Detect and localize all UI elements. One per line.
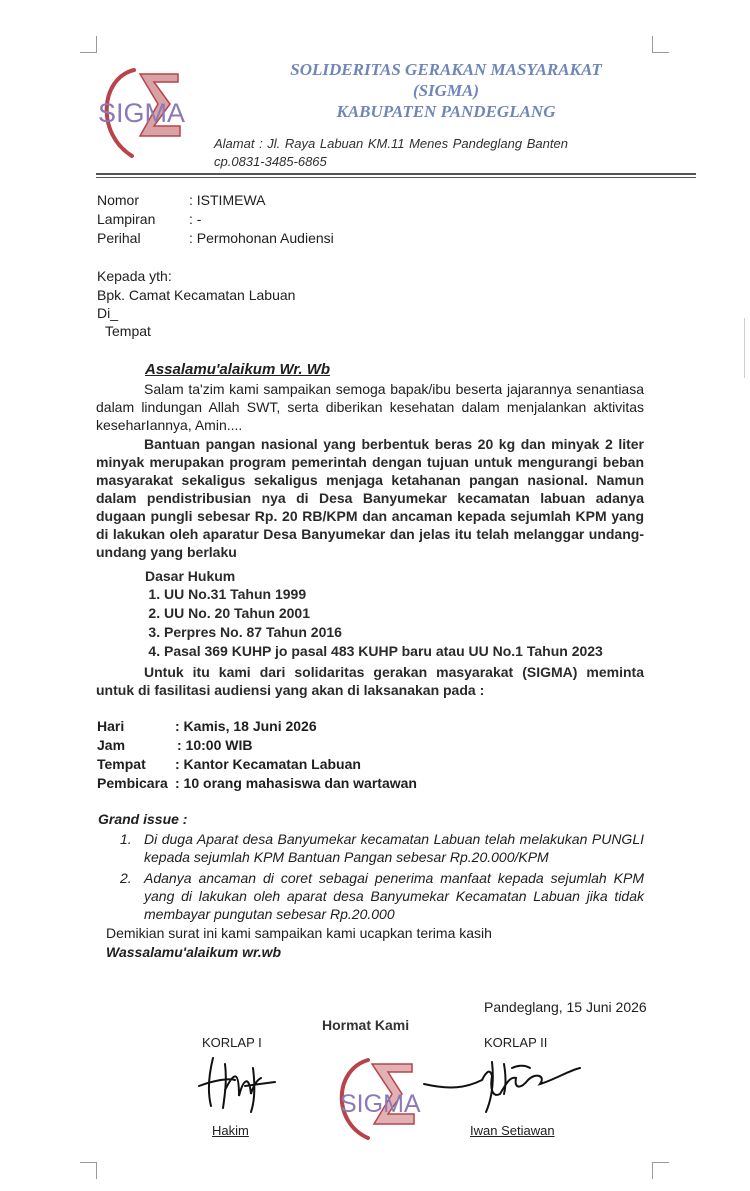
place-date: Pandeglang, 15 Juni 2026 bbox=[484, 999, 647, 1015]
grand-issue-title: Grand issue : bbox=[98, 811, 188, 827]
grand-issue-text: Adanya ancaman di coret sebagai penerima manfaat kepada sejumlah KPM yang di lakukan oleh aparat desa Banyumekar Kecamatan Labuan jika tidak membayar pungutan sebesar Rp.20.000 bbox=[144, 870, 644, 922]
stamp-text: SIGMA bbox=[340, 1090, 421, 1118]
pembicara-label: Pembicara bbox=[97, 775, 168, 791]
org-name-line3: KABUPATEN PANDEGLANG bbox=[336, 102, 556, 121]
org-name-line1: SOLIDERITAS GERAKAN MASYARAKAT bbox=[290, 60, 602, 79]
margin-corner-bottom-left bbox=[80, 1162, 97, 1179]
greeting: Assalamu'alaikum Wr. Wb bbox=[145, 361, 331, 378]
signature-hakim bbox=[195, 1050, 285, 1116]
nomor-value: : ISTIMEWA bbox=[189, 192, 266, 208]
nomor-label: Nomor bbox=[97, 192, 140, 208]
recipient-line1: Kepada yth: bbox=[97, 268, 172, 284]
header-divider-thin bbox=[96, 177, 696, 178]
perihal-value: : Permohonan Audiensi bbox=[189, 230, 334, 246]
korlap1-name: Hakim bbox=[212, 1123, 249, 1138]
signature-iwan bbox=[420, 1054, 585, 1116]
paragraph-opening: Salam ta'zim kami sampaikan semoga bapak/ibu beserta jajarannya senantiasa dalam lindungan Allah SWT, serta diberikan kesehatan dalam menjalankan aktivitas keseharIannya, Amin.... bbox=[96, 381, 644, 433]
header-divider-thick bbox=[96, 173, 696, 175]
tempat-value: : Kantor Kecamatan Labuan bbox=[175, 756, 361, 772]
korlap2-name: Iwan Setiawan bbox=[470, 1123, 555, 1138]
list-item: 3. Perpres No. 87 Tahun 2016 bbox=[164, 624, 603, 643]
lampiran-value: : - bbox=[189, 211, 202, 227]
dasar-hukum-title: Dasar Hukum bbox=[145, 568, 236, 584]
jam-value: : 10:00 WIB bbox=[177, 737, 253, 753]
hari-label: Hari bbox=[97, 718, 125, 734]
recipient-line3: Di_ bbox=[97, 305, 119, 321]
margin-corner-bottom-right bbox=[652, 1162, 669, 1179]
address-line1: Alamat : Jl. Raya Labuan KM.11 Menes Pandeglang Banten bbox=[214, 136, 568, 151]
korlap2-role: KORLAP II bbox=[484, 1035, 548, 1050]
paragraph-issue: Bantuan pangan nasional yang berbentuk beras 20 kg dan minyak 2 liter minyak merupakan program pemerintah dengan tujuan untuk mengurangi beban masyarakat sekaligus sekaligus menjaga ketahanan pangan nasional. Namun dalam pendistribusian nya di Desa Banyumekar kecamatan labuan adanya dugaan pungli sebesar Rp. 20 RB/KPM dan ancaman kepada sejumlah KPM yang di lakukan oleh aparatur Desa Banyumekar dan jelas itu telah melanggar undang-undang yang berlaku bbox=[96, 436, 644, 560]
logo-text: SIGMA bbox=[98, 98, 186, 128]
address-line2: cp.0831-3485-6865 bbox=[214, 154, 327, 169]
lampiran-label: Lampiran bbox=[97, 211, 156, 227]
closing-salam: Wassalamu'alaikum wr.wb bbox=[106, 944, 282, 960]
grand-issue-item bbox=[120, 830, 644, 866]
paragraph-request: Untuk itu kami dari solidaritas gerakan masyarakat (SIGMA) meminta untuk di fasilitasi audiensi yang akan di laksanakan pada : bbox=[96, 664, 644, 698]
list-item: 4. Pasal 369 KUHP jo pasal 483 KUHP baru atau UU No.1 Tahun 2023 bbox=[164, 643, 603, 662]
scroll-edge-indicator bbox=[744, 318, 745, 378]
korlap1-role: KORLAP I bbox=[202, 1035, 262, 1050]
org-name-line2: (SIGMA) bbox=[412, 81, 480, 100]
list-item: 1. UU No.31 Tahun 1999 bbox=[164, 586, 603, 605]
jam-label: Jam bbox=[97, 737, 126, 753]
hari-value: : Kamis, 18 Juni 2026 bbox=[175, 718, 317, 734]
margin-corner-top-left bbox=[80, 36, 97, 53]
recipient-line2: Bpk. Camat Kecamatan Labuan bbox=[97, 287, 296, 303]
pembicara-value: : 10 orang mahasiswa dan wartawan bbox=[175, 775, 417, 791]
hormat-kami: Hormat Kami bbox=[322, 1017, 410, 1033]
grand-issue-number: 1. bbox=[120, 831, 132, 847]
closing-line: Demikian surat ini kami sampaikan kami ucapkan terima kasih bbox=[106, 925, 492, 941]
grand-issue-item bbox=[120, 869, 644, 923]
grand-issue-text: Di duga Aparat desa Banyumekar kecamatan Labuan telah melakukan PUNGLI kepada sejumlah KPM Bantuan Pangan sebesar Rp.20.000/KPM bbox=[144, 831, 644, 865]
grand-issue-number: 2. bbox=[120, 870, 132, 886]
dasar-hukum-list bbox=[142, 586, 603, 662]
margin-corner-top-right bbox=[652, 36, 669, 53]
sigma-logo bbox=[92, 64, 217, 164]
perihal-label: Perihal bbox=[97, 230, 141, 246]
list-item: 2. UU No. 20 Tahun 2001 bbox=[164, 605, 603, 624]
recipient-line4: Tempat bbox=[105, 323, 151, 339]
tempat-label: Tempat bbox=[97, 756, 146, 772]
